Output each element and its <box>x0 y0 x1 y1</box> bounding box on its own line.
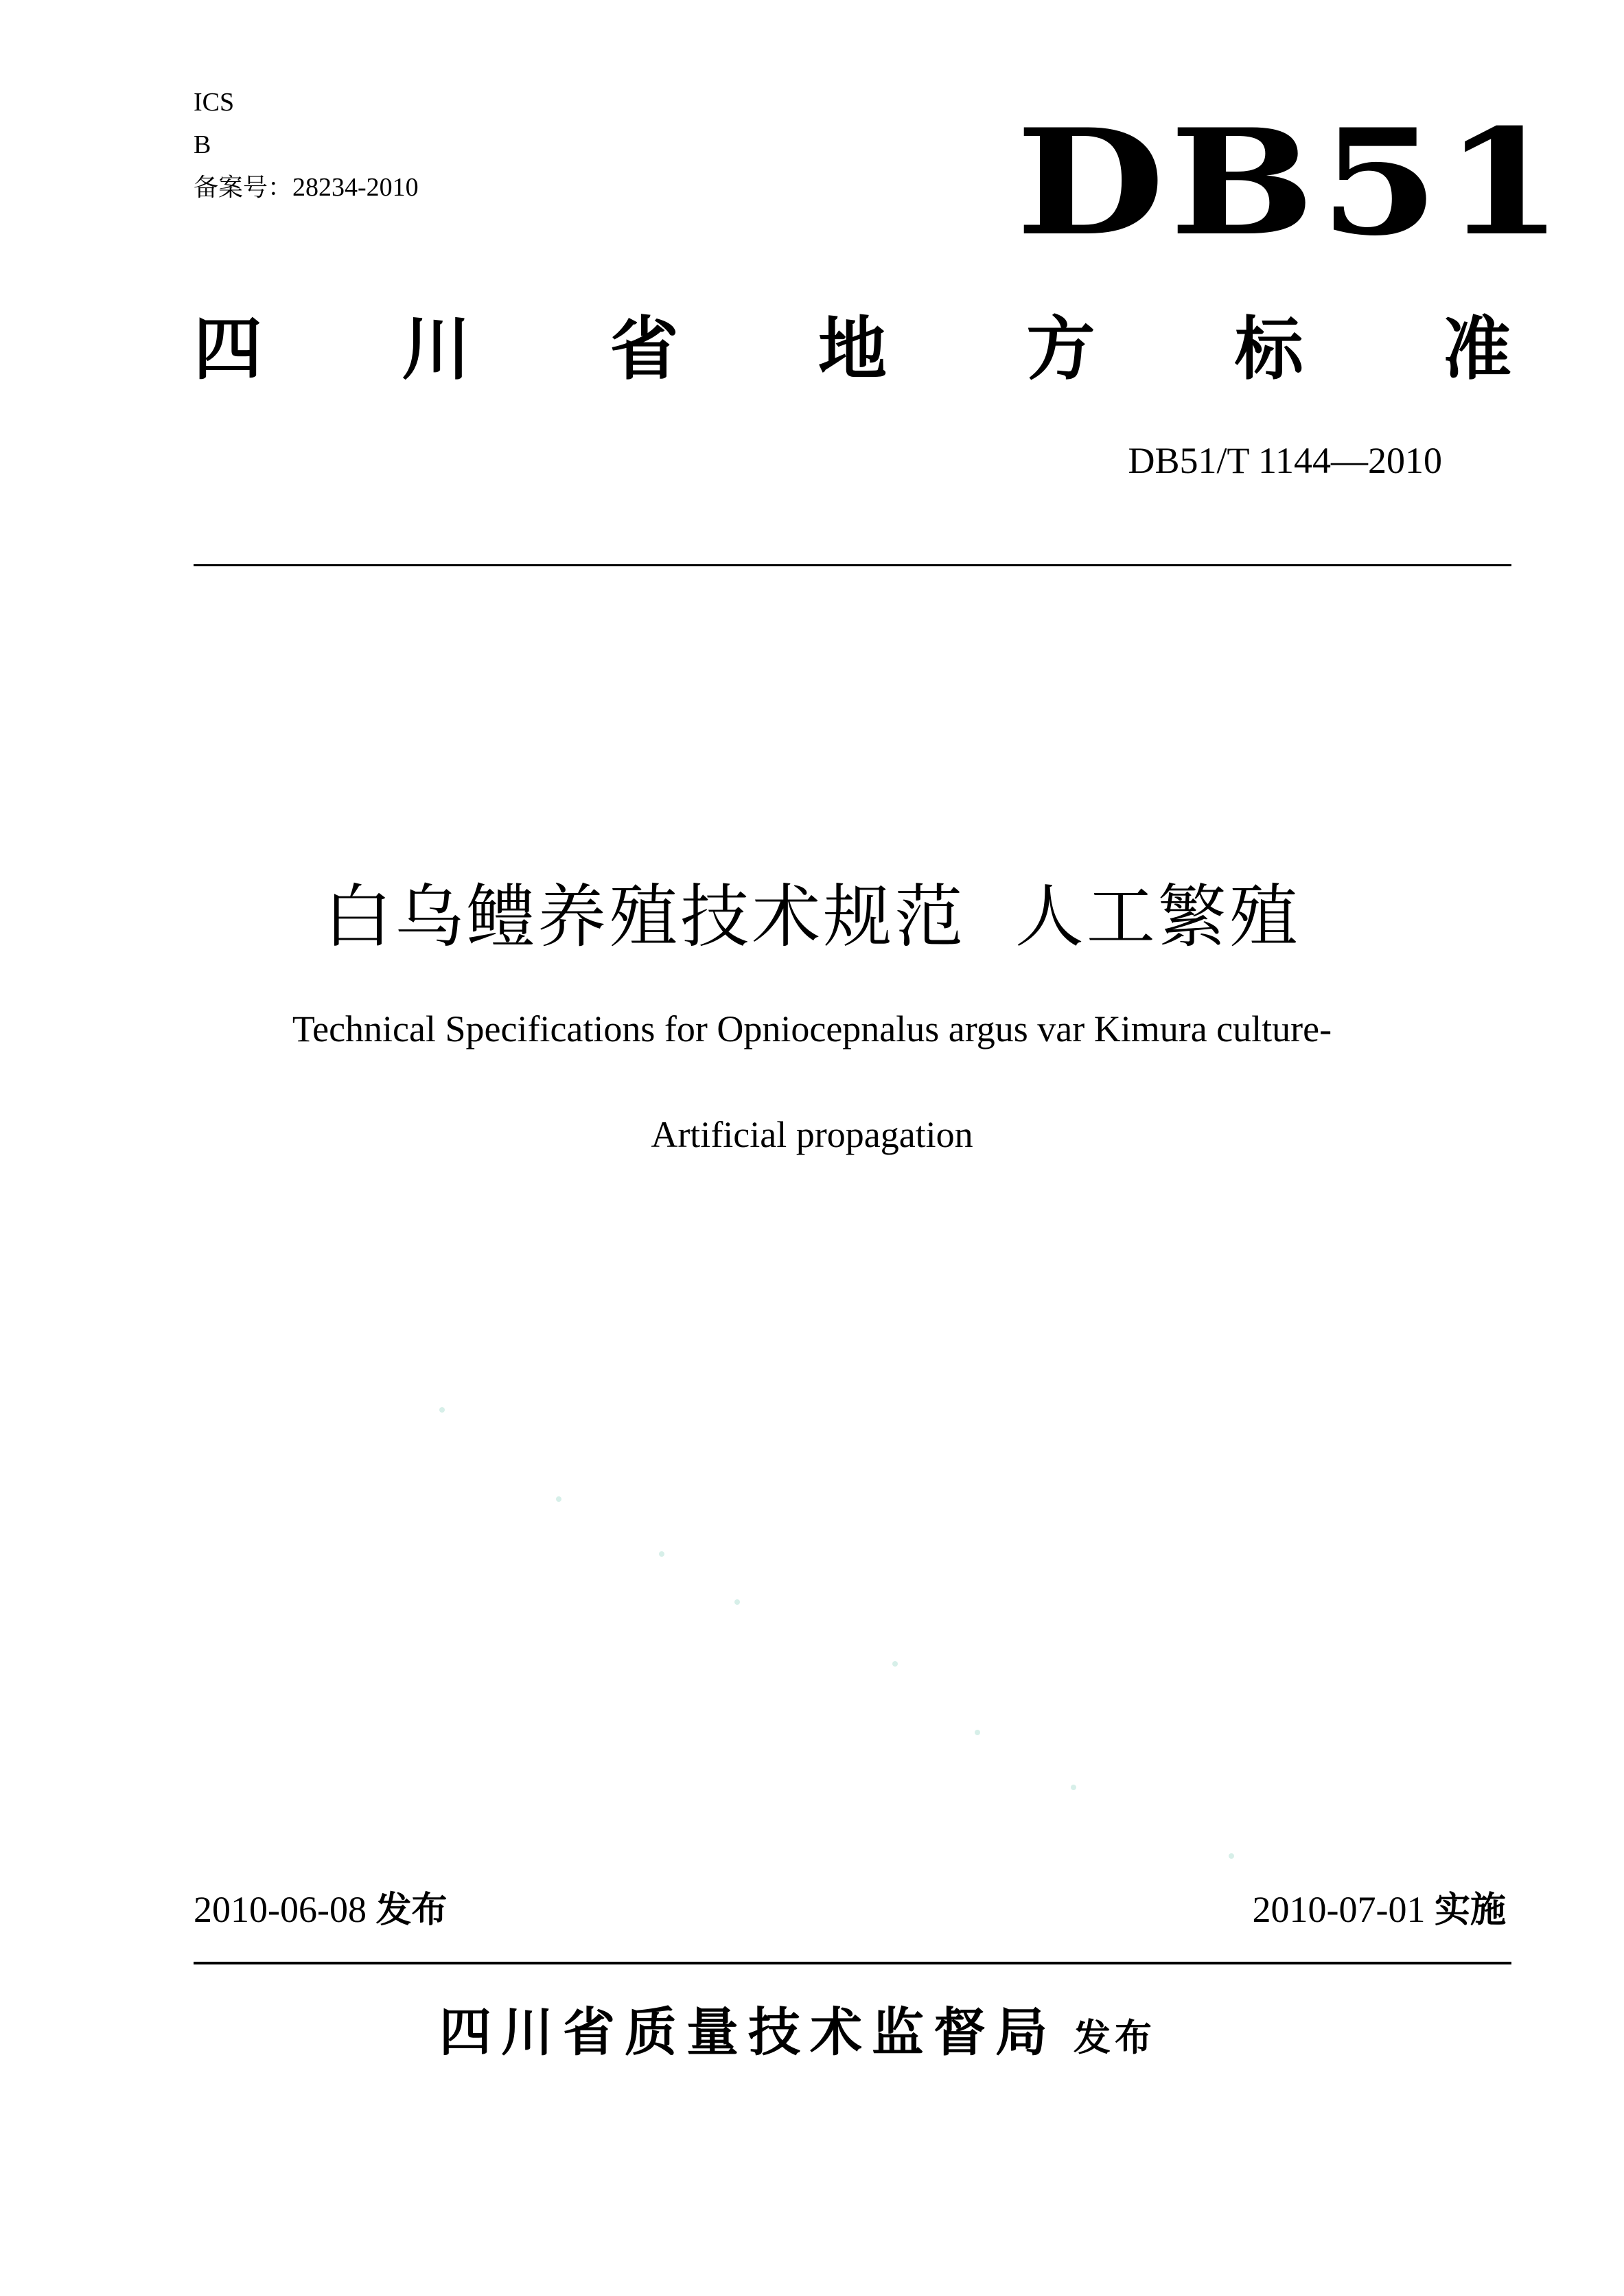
standard-number: DB51/T 1144—2010 <box>1128 440 1442 481</box>
standard-type-char: 川 <box>402 309 471 389</box>
standard-type-char: 省 <box>610 309 679 389</box>
meta-block <box>194 81 419 209</box>
chinese-title: 白乌鳢养殖技术规范 人工繁殖 <box>323 877 1301 957</box>
standard-type-char: 地 <box>817 309 887 389</box>
english-title-line-2: Artificial propagation <box>651 1114 973 1155</box>
watermark-speck <box>556 1496 561 1502</box>
implement-label: 实施 <box>1434 1890 1506 1931</box>
implement-date: 2010-07-01 <box>1252 1889 1426 1930</box>
release-date-line <box>194 1881 447 1932</box>
watermark-speck <box>892 1661 898 1667</box>
db51-logo: DB51 <box>1016 97 1568 268</box>
release-label: 发布 <box>375 1890 448 1931</box>
watermark-speck <box>1071 1785 1076 1790</box>
watermark-speck <box>659 1551 664 1557</box>
issuer-label: 发布 <box>1074 2016 1156 2059</box>
record-number-line <box>194 166 419 209</box>
release-date: 2010-06-08 <box>194 1889 367 1930</box>
english-title-line-1: Technical Specifications for Opniocepnalus argus var Kimura culture- <box>292 1008 1332 1050</box>
standard-type-char: 方 <box>1026 309 1095 389</box>
watermark-speck <box>1229 1853 1234 1859</box>
category-label: B <box>194 130 211 159</box>
watermark-speck <box>734 1599 740 1605</box>
standard-type-title <box>194 295 1511 391</box>
record-label: 备案号： <box>194 174 293 202</box>
implement-date-line <box>1253 1881 1506 1932</box>
standard-type-char: 标 <box>1234 309 1303 389</box>
top-divider <box>194 564 1511 566</box>
ics-label: ICS <box>194 88 235 117</box>
standard-type-char: 四 <box>194 309 262 389</box>
record-number: 28234-2010 <box>292 173 419 202</box>
watermark-speck <box>439 1407 445 1413</box>
bottom-divider <box>194 1962 1511 1964</box>
standard-type-char: 准 <box>1442 309 1511 389</box>
watermark-speck <box>975 1730 980 1735</box>
issuer-line <box>439 1991 1156 2065</box>
issuer-name: 四川省质量技术监督局 <box>439 2002 1057 2063</box>
